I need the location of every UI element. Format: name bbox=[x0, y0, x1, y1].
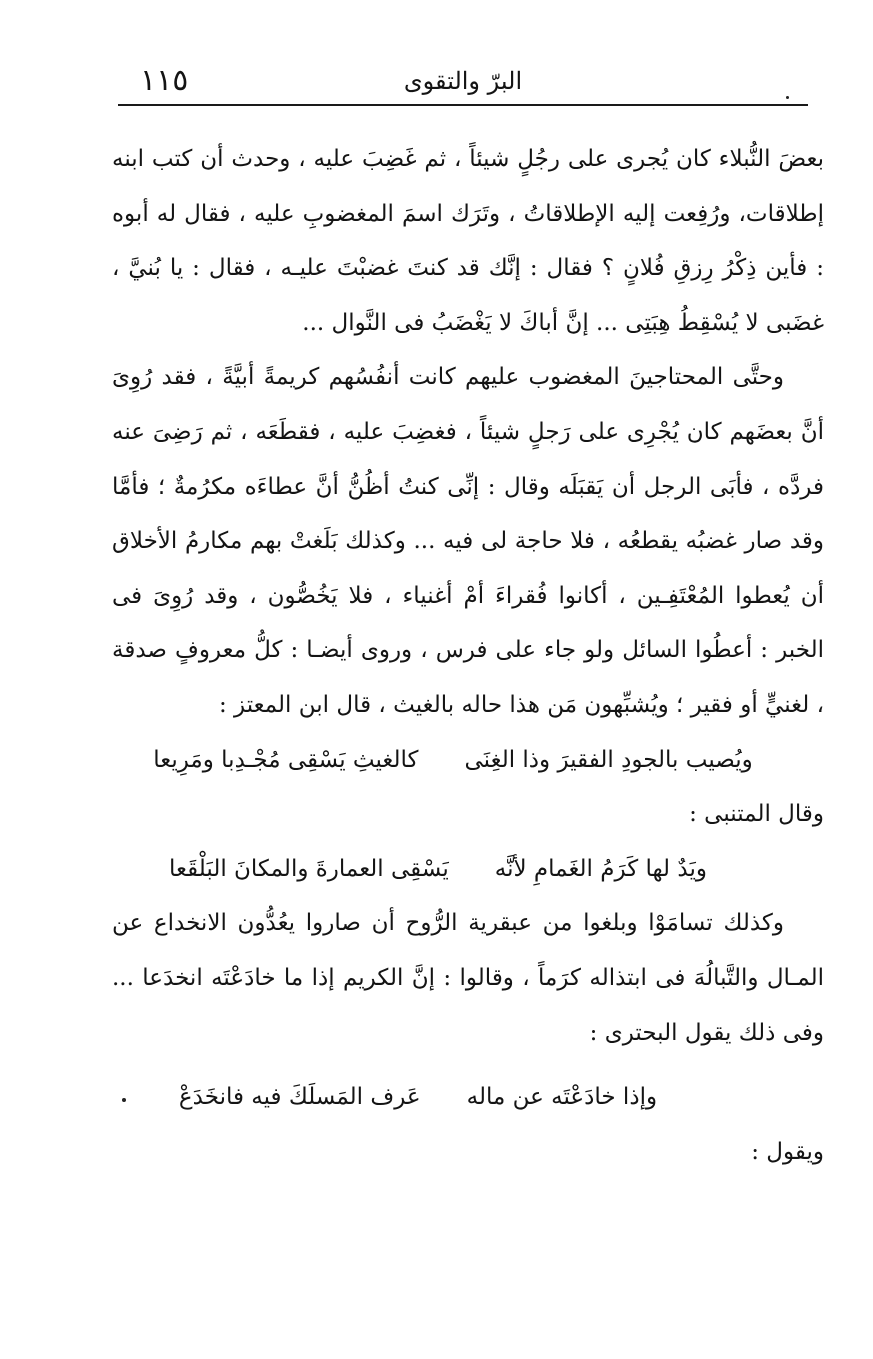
page-number: ١١٥ bbox=[140, 63, 189, 98]
verse-albuhturi bbox=[112, 1070, 824, 1125]
verse-hemistich-first: وإذا خادَعْتَه عن ماله bbox=[466, 1084, 658, 1111]
verse-hemistich-first: ويَدٌ لها كَرَمُ الغَمامِ لأنَّه bbox=[494, 855, 707, 882]
page-header bbox=[118, 52, 808, 106]
verse-hemistich-first: ويُصيب بالجودِ الفقيرَ وذا الغِنَى bbox=[464, 746, 753, 773]
paragraph-1: بعضَ النُّبلاء كان يُجرى على رجُلٍ شيئاً ، ثم غَضِبَ عليه ، وحدث أن كتب ابنه إطلاقات، ورُفِعت إليه الإطلاقاتُ ، وتَرَك اسمَ المغضوبِ عليه ، فقال له أبوه : فأين ذِكْرُ رِزقِ فُلانٍ ؟ فقال : إنَّك قد كنتَ غضبْتَ عليـه ، فقال : يا بُنيَّ ، غضَبى لا يُسْقِطُ هِبَتِى ... إنَّ أباكَ لا يَغْضَبُ فى النَّوال ... bbox=[112, 146, 824, 336]
verse-almutanabbi bbox=[112, 842, 824, 897]
verse-ibn-almutazz bbox=[112, 733, 824, 788]
paragraph-4: وكذلك تسامَوْا وبلغوا من عبقرية الرُّوح أن صاروا يعُدُّون الانخداع عن المـال والتَّبالُهَ فى ابتذاله كرَماً ، وقالوا : إنَّ الكريم إذا ما خادَعْتَه انخدَعا ... وفى ذلك يقول البحترى : bbox=[112, 910, 824, 1046]
paragraph-3: وقال المتنبى : bbox=[689, 801, 824, 828]
paragraph-5: ويقول : bbox=[751, 1138, 824, 1165]
running-title: البرّ والتقوى bbox=[403, 67, 523, 95]
paragraph-2: وحتَّى المحتاجينَ المغضوب عليهم كانت أنفُسُهم كريمةً أبيَّةً ، فقد رُوِىَ أنَّ بعضَهم كان يُجْرِى على رَجلٍ شيئاً ، فغضِبَ عليه ، فقطَعَه ، ثم رَضِىَ عنه فردَّه ، فأبَى الرجل أن يَقبَلَه وقال : إنِّى كنتُ أظُنُّ أنَّ عطاءَه مكرُمةٌ ؛ فأمَّا وقد صار غضبُه يقطعُه ، فلا حاجة لى فيه ... وكذلك بَلَغتْ بهم مكارمُ الأخلاق أن يُعطوا المُعْتَفِـين ، أكانوا فُقراءَ أمْ أغنياء ، فلا يَخُصُّون ، وقد رُوِىَ فى الخبر : أعطُوا السائل ولو جاء على فرس ، وروى أيضـا : كلُّ معروفٍ صدقة ، لغنيٍّ أو فقير ؛ ويُشبِّهون مَن هذا حاله بالغيث ، قال ابن المعتز : bbox=[112, 364, 824, 718]
verse-hemistich-second: كالغيثِ يَسْقِى مُجْـدِبا ومَرِيعا bbox=[153, 746, 419, 773]
scan-speck bbox=[122, 1098, 126, 1102]
verse-hemistich-second: عَرف المَسلَكَ فيه فانخَدَعْ bbox=[178, 1084, 421, 1111]
verse-hemistich-second: يَسْقِى العمارةَ والمكانَ البَلْقَعا bbox=[169, 855, 449, 882]
scan-speck bbox=[786, 96, 789, 99]
page-body bbox=[112, 132, 824, 1342]
